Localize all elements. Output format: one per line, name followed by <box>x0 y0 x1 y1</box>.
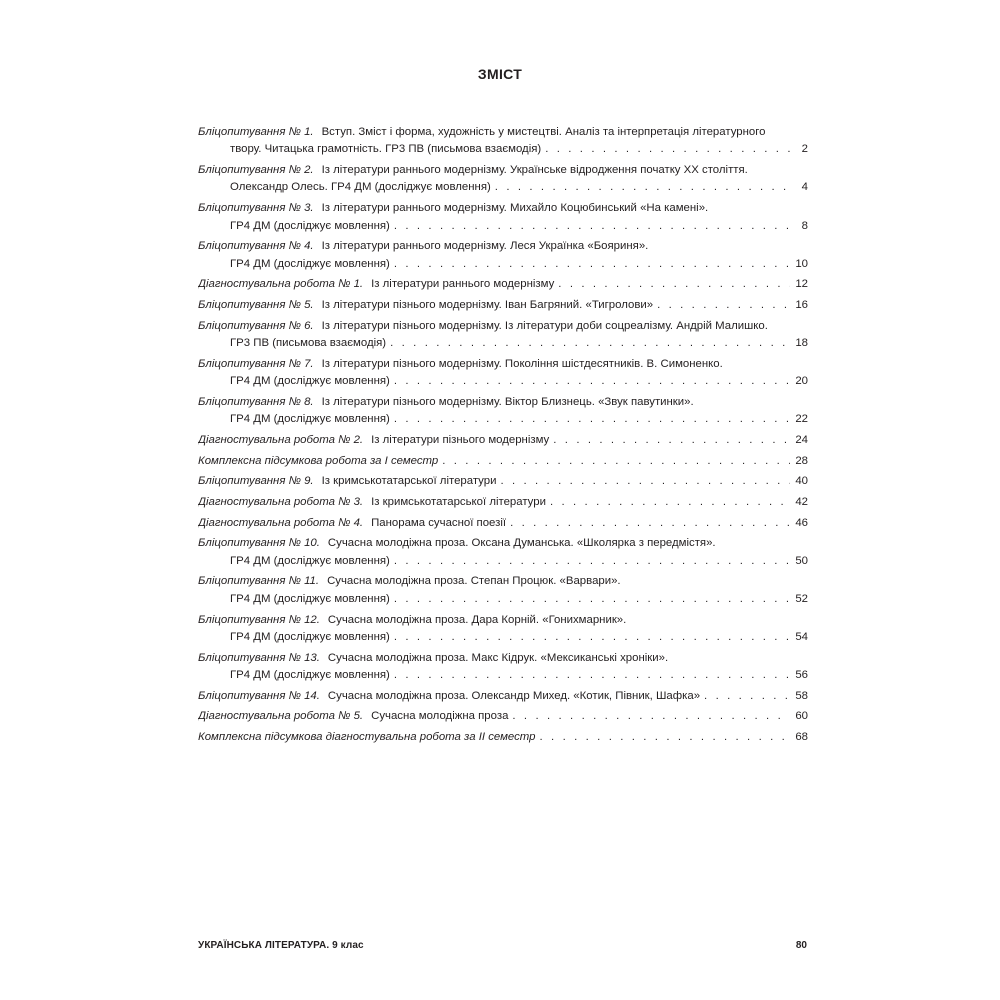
dot-leader <box>394 553 790 570</box>
toc-entry-line <box>198 473 808 490</box>
dot-leader <box>558 276 790 293</box>
toc-entry <box>198 729 808 746</box>
toc-entry-text: Із літератури пізнього модернізму. Покоління шістдесятників. В. Симоненко. <box>321 357 723 370</box>
dot-leader <box>390 335 790 352</box>
table-of-contents <box>198 124 808 750</box>
toc-entry <box>198 318 808 353</box>
toc-entry-label: Бліцопитування № 7. <box>198 357 314 370</box>
toc-entry-page: 4 <box>801 181 808 194</box>
toc-entry-label: Комплексна підсумкова робота за І семестр <box>198 454 439 467</box>
toc-entry-text: ГР4 ДМ (досліджує мовлення) <box>230 257 390 270</box>
toc-entry-line <box>198 218 808 235</box>
toc-entry-label: Бліцопитування № 2. <box>198 164 314 177</box>
toc-entry-line <box>198 629 808 646</box>
toc-entry-text: ГР4 ДМ (досліджує мовлення) <box>230 630 390 643</box>
toc-entry-line <box>198 356 808 373</box>
toc-entry-text: Із літератури раннього модернізму. Українське відродження початку ХХ століття. <box>321 164 748 177</box>
toc-entry <box>198 124 808 159</box>
toc-entry-line <box>198 708 808 725</box>
toc-entry <box>198 612 808 647</box>
toc-entry-page: 16 <box>795 299 808 311</box>
toc-entry-label: Комплексна підсумкова діагностувальна робота за ІІ семестр <box>198 731 536 744</box>
toc-entry-text: Сучасна молодіжна проза <box>371 710 509 723</box>
toc-entry-page: 60 <box>795 710 808 723</box>
dot-leader <box>394 629 790 646</box>
toc-entry-text: Олександр Олесь. ГР4 ДМ (досліджує мовлення) <box>230 181 491 194</box>
dot-leader <box>495 179 790 196</box>
toc-entry <box>198 535 808 570</box>
toc-entry <box>198 200 808 235</box>
toc-entry-page: 52 <box>795 592 808 605</box>
toc-entry-page: 22 <box>795 413 808 426</box>
toc-entry-label: Бліцопитування № 8. <box>198 395 314 408</box>
toc-entry-label: Діагностувальна робота № 5. <box>198 710 364 723</box>
toc-entry-text: Із літератури пізнього модернізму <box>371 433 550 446</box>
toc-entry-line <box>198 318 808 335</box>
toc-entry-line <box>198 200 808 217</box>
toc-entry-line <box>198 667 808 684</box>
toc-entry-page: 12 <box>795 278 808 291</box>
toc-entry-page: 8 <box>801 219 808 232</box>
toc-entry-text: Із літератури раннього модернізму. Михайло Коцюбинський «На камені». <box>321 202 709 215</box>
toc-entry <box>198 453 808 470</box>
toc-entry-line <box>198 453 808 470</box>
toc-entry-line <box>198 335 808 352</box>
toc-entry-label: Бліцопитування № 1. <box>198 126 314 138</box>
toc-entry-page: 2 <box>801 143 808 156</box>
toc-entry <box>198 162 808 197</box>
toc-entry-text: Панорама сучасної поезії <box>371 516 507 529</box>
toc-entry-label: Бліцопитування № 5. <box>198 299 314 311</box>
toc-entry-line <box>198 124 808 141</box>
toc-entry <box>198 494 808 511</box>
toc-entry-text: ГР4 ДМ (досліджує мовлення) <box>230 375 390 388</box>
page-title: ЗМІСТ <box>477 66 523 82</box>
toc-entry-text: Із літератури раннього модернізму. Леся Українка «Бояриня». <box>321 240 649 253</box>
toc-entry-page: 24 <box>795 433 808 446</box>
toc-entry <box>198 238 808 273</box>
dot-leader <box>394 373 790 390</box>
toc-entry-page: 42 <box>795 495 808 508</box>
toc-entry-text: ГР4 ДМ (досліджує мовлення) <box>230 413 390 426</box>
toc-entry-line <box>198 276 808 293</box>
dot-leader <box>500 473 790 490</box>
toc-entry <box>198 708 808 725</box>
toc-entry-label: Бліцопитування № 10. <box>198 537 320 550</box>
toc-entry-page: 58 <box>795 689 808 702</box>
footer-book-title: УКРАЇНСЬКА ЛІТЕРАТУРА. 9 клас <box>198 940 364 951</box>
toc-entry-text: Вступ. Зміст і форма, художність у мистецтві. Аналіз та інтерпретація літературного <box>321 126 766 138</box>
dot-leader <box>540 729 790 746</box>
toc-entry-line <box>198 179 808 196</box>
toc-entry-line <box>198 573 808 590</box>
toc-entry-line <box>198 535 808 552</box>
toc-entry-text: ГР4 ДМ (досліджує мовлення) <box>230 219 390 232</box>
toc-entry-line <box>198 688 808 705</box>
toc-entry-page: 28 <box>795 454 808 467</box>
toc-entry-line <box>198 494 808 511</box>
toc-entry <box>198 297 808 314</box>
toc-entry-label: Бліцопитування № 12. <box>198 613 320 626</box>
toc-entry-text: Сучасна молодіжна проза. Оксана Думанська. «Школярка з передмістя». <box>327 537 716 550</box>
toc-entry-label: Діагностувальна робота № 4. <box>198 516 364 529</box>
toc-entry <box>198 515 808 532</box>
dot-leader <box>512 708 790 725</box>
toc-entry-line <box>198 256 808 273</box>
toc-entry-line <box>198 591 808 608</box>
dot-leader <box>394 591 790 608</box>
toc-entry-line <box>198 650 808 667</box>
toc-entry-text: Сучасна молодіжна проза. Дара Корній. «Гонихмарник». <box>327 613 627 626</box>
toc-entry-page: 54 <box>795 630 808 643</box>
toc-entry-line <box>198 729 808 746</box>
toc-entry-line <box>198 297 808 314</box>
toc-entry-line <box>198 553 808 570</box>
toc-entry-text: Сучасна молодіжна проза. Олександр Михед. «Котик, Півник, Шафка» <box>327 689 701 702</box>
toc-entry-label: Бліцопитування № 6. <box>198 319 314 332</box>
toc-entry-line <box>198 394 808 411</box>
toc-entry-line <box>198 515 808 532</box>
footer-page-number: 80 <box>795 940 807 951</box>
toc-entry-label: Бліцопитування № 9. <box>198 475 314 488</box>
toc-entry-page: 46 <box>795 516 808 529</box>
toc-entry-text: Сучасна молодіжна проза. Макс Кідрук. «Мексиканські хроніки». <box>327 651 669 664</box>
toc-entry <box>198 688 808 705</box>
dot-leader <box>704 688 790 705</box>
dot-leader <box>553 432 790 449</box>
toc-entry-label: Діагностувальна робота № 1. <box>198 278 364 291</box>
toc-entry-text: ГР4 ДМ (досліджує мовлення) <box>230 668 390 681</box>
toc-entry <box>198 394 808 429</box>
toc-entry-label: Бліцопитування № 13. <box>198 651 320 664</box>
dot-leader <box>394 667 790 684</box>
toc-entry-line <box>198 612 808 629</box>
toc-entry <box>198 432 808 449</box>
toc-entry <box>198 650 808 685</box>
toc-entry-text: ГР4 ДМ (досліджує мовлення) <box>230 592 390 605</box>
toc-entry <box>198 276 808 293</box>
toc-entry-page: 56 <box>795 668 808 681</box>
dot-leader <box>394 218 790 235</box>
toc-entry-label: Діагностувальна робота № 3. <box>198 495 364 508</box>
toc-entry-text: Із кримськотатарської літератури <box>321 475 497 488</box>
dot-leader <box>442 453 790 470</box>
toc-entry-page: 18 <box>795 337 808 350</box>
toc-entry-label: Бліцопитування № 11. <box>198 575 320 588</box>
toc-entry-page: 10 <box>795 257 808 270</box>
toc-entry-label: Бліцопитування № 14. <box>198 689 320 702</box>
toc-entry-text: твору. Читацька грамотність. ГР3 ПВ (письмова взаємодія) <box>230 143 542 156</box>
dot-leader <box>550 494 790 511</box>
toc-entry-line <box>198 373 808 390</box>
toc-entry-text: ГР4 ДМ (досліджує мовлення) <box>230 554 390 567</box>
toc-entry-text: Із кримськотатарської літератури <box>371 495 546 508</box>
toc-entry-line <box>198 162 808 179</box>
toc-entry-label: Діагностувальна робота № 2. <box>198 433 364 446</box>
toc-entry-line <box>198 141 808 158</box>
toc-entry-label: Бліцопитування № 4. <box>198 240 314 253</box>
toc-entry-line <box>198 432 808 449</box>
toc-entry-text: Із літератури пізнього модернізму. Віктор Близнець. «Звук павутинки». <box>321 395 694 408</box>
toc-entry-label: Бліцопитування № 3. <box>198 202 314 215</box>
toc-entry-text: ГР3 ПВ (письмова взаємодія) <box>230 337 387 350</box>
toc-entry <box>198 573 808 608</box>
dot-leader <box>394 411 790 428</box>
toc-entry-line <box>198 411 808 428</box>
dot-leader <box>510 515 790 532</box>
toc-entry-text: Сучасна молодіжна проза. Степан Процюк. «Варвари». <box>327 575 621 588</box>
dot-leader <box>657 297 790 314</box>
toc-entry <box>198 356 808 391</box>
toc-entry <box>198 473 808 490</box>
toc-entry-line <box>198 238 808 255</box>
toc-entry-page: 50 <box>795 554 808 567</box>
toc-entry-page: 40 <box>795 475 808 488</box>
toc-entry-text: Із літератури пізнього модернізму. Іван Багряний. «Тигролови» <box>321 299 654 311</box>
toc-entry-text: Із літератури раннього модернізму <box>371 278 555 291</box>
dot-leader <box>394 256 790 273</box>
toc-entry-text: Із літератури пізнього модернізму. Із літератури доби соцреалізму. Андрій Малишко. <box>321 319 768 332</box>
dot-leader <box>545 141 790 158</box>
toc-entry-page: 68 <box>795 731 808 744</box>
toc-entry-page: 20 <box>795 375 808 388</box>
